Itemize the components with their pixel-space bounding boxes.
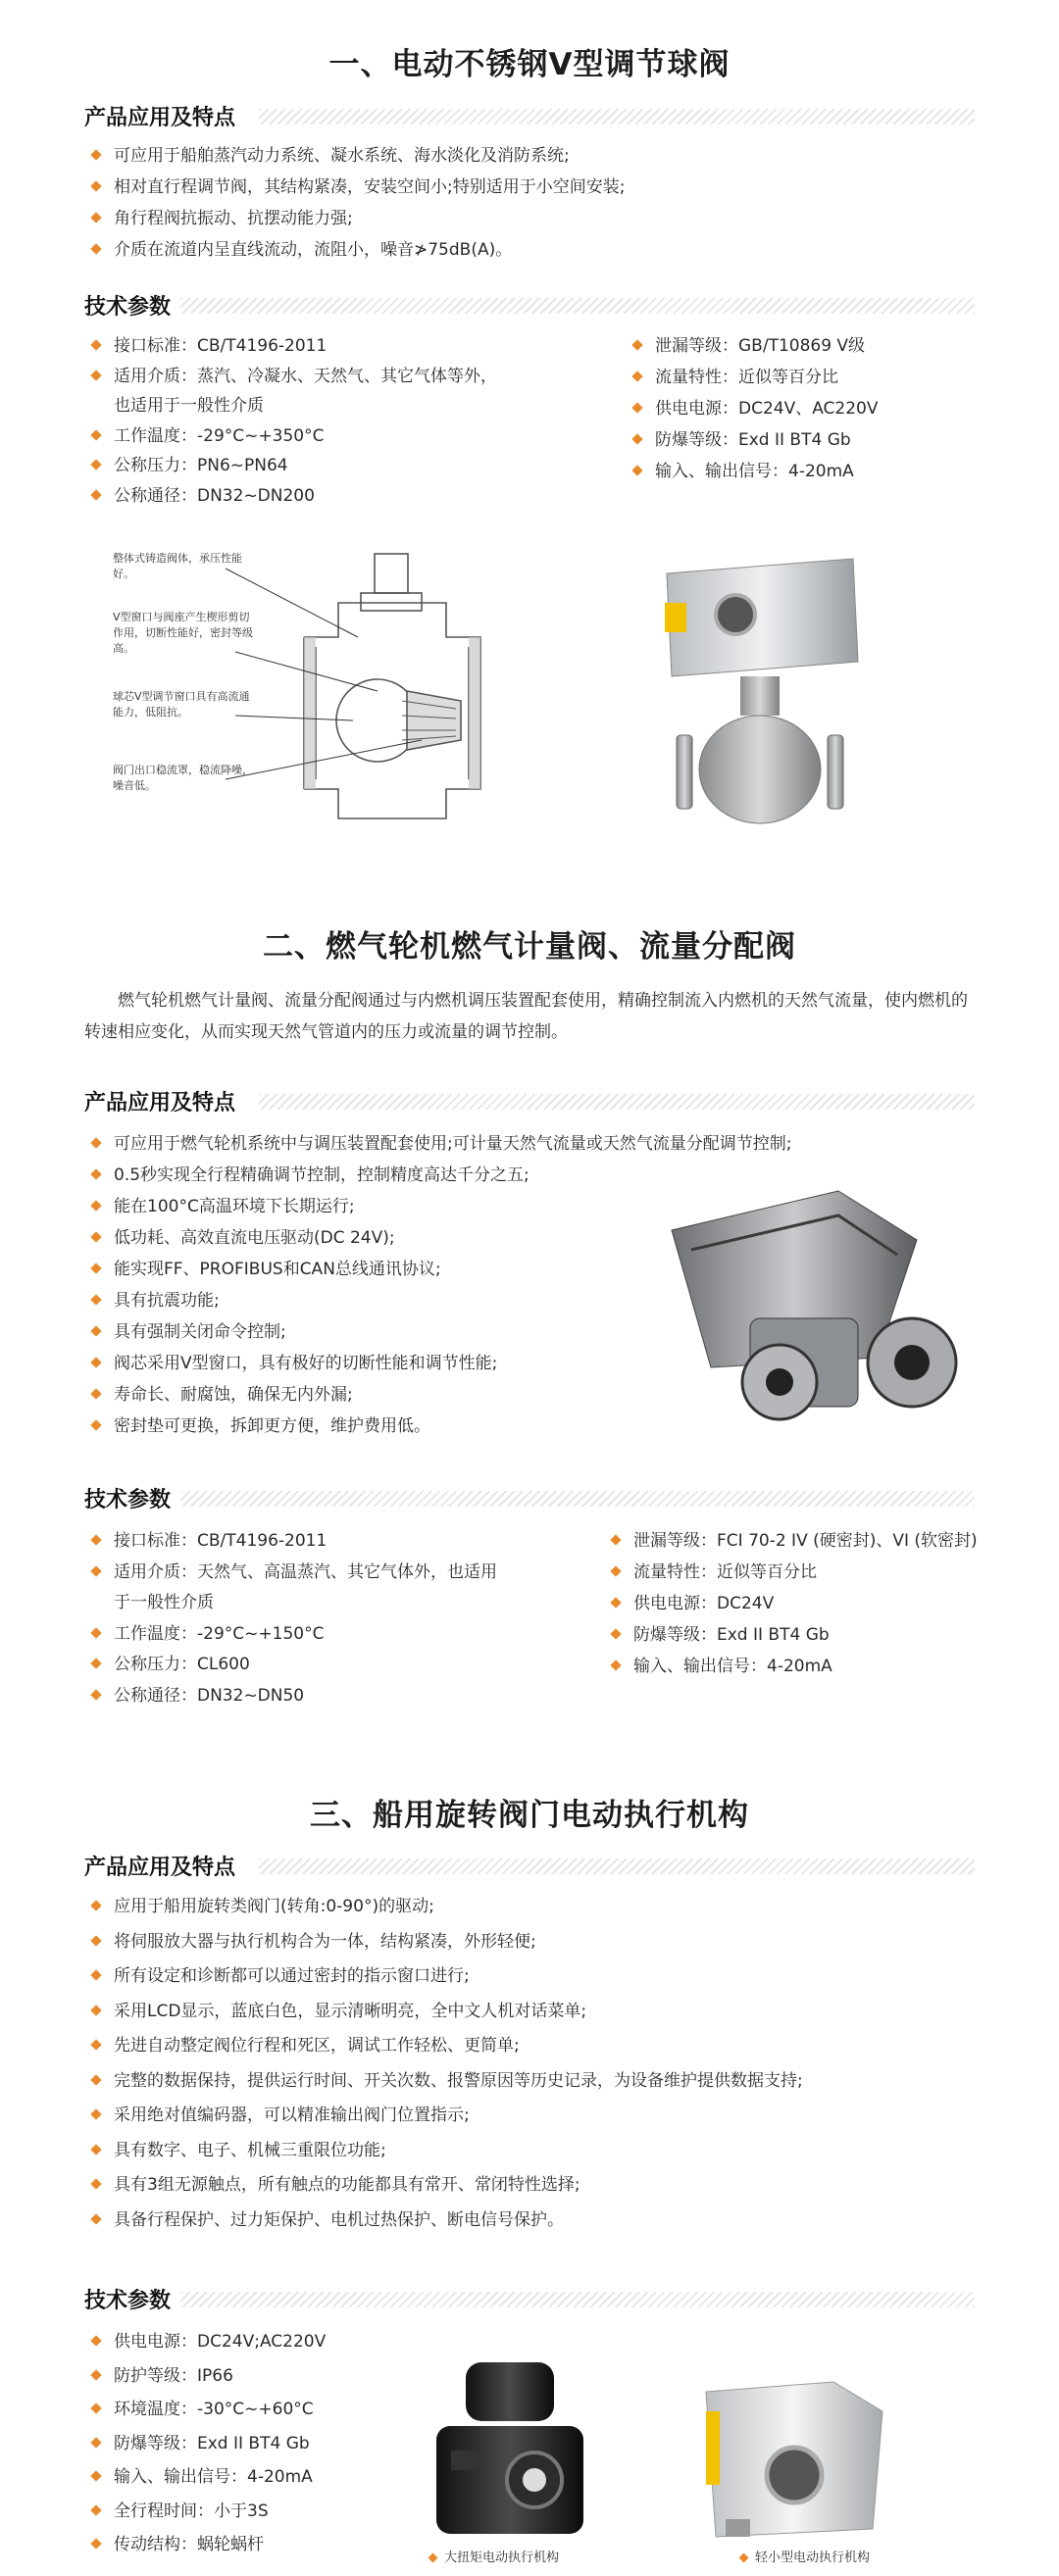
bullet-icon xyxy=(631,465,642,475)
list-item xyxy=(114,1353,497,1374)
bullet-icon xyxy=(90,370,101,380)
list-item xyxy=(114,2174,580,2196)
list-item xyxy=(114,1965,470,1987)
list-item xyxy=(114,2501,269,2522)
caption-bullet xyxy=(739,2553,749,2563)
list-item xyxy=(114,1290,220,1312)
list-item-text: 供电电源：DC24V、AC220V xyxy=(655,399,879,419)
bullet-icon xyxy=(90,459,101,470)
yellow-cover xyxy=(665,603,686,632)
gas-valve-illustration xyxy=(642,1171,976,1436)
s3-features-heading xyxy=(84,1851,975,1882)
bullet-icon xyxy=(90,212,101,223)
bullet-icon xyxy=(610,1628,621,1639)
bullet-icon xyxy=(90,1168,101,1179)
bracket xyxy=(740,676,780,716)
list-item xyxy=(114,1259,441,1280)
list-item-text: 也适用于一般性介质 xyxy=(114,396,264,416)
bullet-icon xyxy=(90,149,101,160)
list-item xyxy=(114,2209,564,2231)
annotation-ball-core: 球芯V型调节窗口具有高流通能力，低阻抗。 xyxy=(113,690,250,718)
list-item xyxy=(114,2070,803,2092)
heading-stripe xyxy=(259,1858,975,1874)
list-item-text: 具备行程保护、过力矩保护、电机过热保护、断电信号保护。 xyxy=(114,2209,564,2230)
list-item xyxy=(114,1931,536,1953)
s1-tech-heading xyxy=(84,290,975,322)
list-item xyxy=(114,2035,520,2056)
bullet-icon xyxy=(90,1534,101,1545)
indicator-window xyxy=(716,595,755,634)
list-item-text: 先进自动整定阀位行程和死区，调试工作轻松、更简单; xyxy=(114,2036,520,2056)
list-item-text: 介质在流道内呈直线流动，流阻小，噪音≯75dB(A)。 xyxy=(114,240,513,260)
list-item xyxy=(114,1321,286,1343)
stem-top xyxy=(375,554,408,593)
heading-label: 技术参数 xyxy=(84,1488,172,1512)
bullet-icon xyxy=(631,402,642,413)
left-flange xyxy=(677,735,692,809)
list-item xyxy=(114,1530,327,1552)
list-item xyxy=(633,1530,978,1552)
bullet-icon xyxy=(90,1325,101,1336)
bullet-icon xyxy=(90,2538,101,2549)
list-item xyxy=(114,395,264,417)
list-item-text: 于一般性介质 xyxy=(114,1593,214,1612)
bullet-icon xyxy=(90,2369,101,2380)
heading-label: 产品应用及特点 xyxy=(84,106,236,130)
list-item-text: 防爆等级：Exd II BT4 Gb xyxy=(655,430,851,450)
list-item xyxy=(114,455,288,476)
list-item xyxy=(114,2433,310,2454)
list-item-text: 供电电源：DC24V xyxy=(633,1594,775,1613)
list-item xyxy=(655,335,865,357)
bracket xyxy=(726,2519,750,2537)
list-item-text: 适用介质：天然气、高温蒸汽、其它气体外，也适用 xyxy=(114,1561,497,1582)
annotation-outlet: 阀门出口稳流罩，稳流降噪，噪音低。 xyxy=(113,764,253,792)
electric-v-ball-valve-photo xyxy=(647,544,882,838)
bullet-icon xyxy=(90,2039,101,2050)
bonnet xyxy=(361,593,422,611)
list-item-text: 泄漏等级：GB/T10869 V级 xyxy=(655,336,866,356)
list-item xyxy=(114,1164,530,1186)
caption-text: 大扭矩电动执行机构 xyxy=(444,2551,560,2565)
list-item-text: 具有3组无源触点，所有触点的功能都具有常开、常闭特性选择; xyxy=(114,2175,580,2195)
flange-bore xyxy=(894,1345,930,1380)
list-item-text: 完整的数据保持，提供运行时间、开关次数、报警原因等历史记录，为设备维护提供数据支持; xyxy=(114,2070,803,2091)
list-item-text: 具有强制关闭命令控制; xyxy=(114,1322,286,1342)
s2-features-heading xyxy=(84,1086,975,1117)
section2-title: 二、燃气轮机燃气计量阀、流量分配阀 xyxy=(263,929,796,965)
bullet-icon xyxy=(90,1294,101,1305)
s2-intro-paragraph: 燃气轮机燃气计量阀、流量分配阀通过与内燃机调压装置配套使用，精确控制流入内燃机的天然气流量，使内燃机的转速相应变化，从而实现天然气管道内的压力或流量的调节控制。 xyxy=(84,991,968,1042)
list-item-text: 具有抗震功能; xyxy=(114,1291,220,1311)
heading-stripe xyxy=(180,298,975,314)
list-item-text: 相对直行程调节阀，其结构紧凑，安装空间小;特别适用于小空间安装; xyxy=(114,177,626,197)
list-item xyxy=(655,429,851,451)
list-item-text: 应用于船用旋转类阀门(转角:0-90°)的驱动; xyxy=(114,1897,434,1916)
bullet-icon xyxy=(90,1357,101,1367)
bullet-icon xyxy=(90,1419,101,1430)
list-item xyxy=(114,1561,497,1583)
list-item xyxy=(114,2466,313,2488)
list-item xyxy=(633,1624,830,1646)
heading-stripe xyxy=(180,2292,975,2307)
list-item xyxy=(114,1896,434,1917)
list-item-text: 适用介质：蒸汽、冷凝水、天然气、其它气体等外， xyxy=(114,366,497,386)
list-item-text: 输入、输出信号：4-20mA xyxy=(633,1657,832,1676)
list-item-text: 接口标准：CB/T4196-2011 xyxy=(114,336,328,356)
list-item-text: 所有设定和诊断都可以通过密封的指示窗口进行; xyxy=(114,1966,470,1986)
list-item xyxy=(114,2365,233,2387)
list-item xyxy=(655,367,838,388)
bullet-icon xyxy=(90,2005,101,2015)
list-item xyxy=(114,1133,791,1155)
list-item-text: 采用LCD显示，蓝底白色，显示清晰明亮，全中文人机对话菜单; xyxy=(114,2001,587,2021)
list-item xyxy=(114,208,353,229)
list-item xyxy=(114,145,570,167)
list-item-text: 工作温度：-29°C~+350°C xyxy=(114,425,325,446)
valve-illustration xyxy=(647,544,882,838)
list-item xyxy=(633,1561,817,1583)
list-item-text: 工作温度：-29°C~+150°C xyxy=(114,1623,325,1644)
list-item xyxy=(655,398,879,420)
s3-tech-heading xyxy=(84,2284,975,2315)
bullet-icon xyxy=(610,1565,621,1576)
bullet-icon xyxy=(90,2335,101,2346)
list-item-text: 公称压力：CL600 xyxy=(114,1655,250,1674)
bullet-icon xyxy=(90,243,101,254)
list-item-text: 防爆等级：Exd II BT4 Gb xyxy=(114,2433,310,2453)
heading-stripe xyxy=(259,1094,975,1110)
caption-compact-actuator xyxy=(740,2547,870,2565)
top-housing xyxy=(466,2362,554,2421)
bullet-icon xyxy=(90,2074,101,2085)
yellow-covers xyxy=(706,2411,720,2485)
bullet-icon xyxy=(90,1627,101,1638)
bullet-icon xyxy=(90,1900,101,1910)
bullet-icon xyxy=(631,433,642,444)
caption-large-actuator xyxy=(429,2547,559,2565)
list-item xyxy=(114,2399,314,2420)
list-item-text: 全行程时间：小于3S xyxy=(114,2501,269,2521)
annotation-body: 整体式铸造阀体，承压性能好。 xyxy=(113,552,242,580)
bullet-icon xyxy=(610,1534,621,1545)
list-item xyxy=(114,2140,386,2161)
bullet-icon xyxy=(90,2504,101,2515)
list-item xyxy=(114,335,327,357)
bullet-icon xyxy=(90,489,101,500)
large-actuator-illustration xyxy=(422,2353,598,2544)
bullet-icon xyxy=(90,2108,101,2119)
bullet-icon xyxy=(90,1200,101,1211)
list-item-text: 可应用于船舶蒸汽动力系统、凝水系统、海水淡化及消防系统; xyxy=(114,146,570,166)
right-flange xyxy=(828,735,843,809)
bullet-icon xyxy=(90,2437,101,2448)
heading-stripe xyxy=(259,109,975,124)
heading-label: 技术参数 xyxy=(84,295,172,320)
list-item xyxy=(114,239,512,261)
caption-bullet xyxy=(429,2553,438,2563)
list-item xyxy=(114,2105,470,2126)
list-item xyxy=(114,1592,214,1613)
list-item xyxy=(114,366,497,387)
bullet-icon xyxy=(610,1660,621,1670)
list-item-text: 低功耗、高效直流电压驱动(DC 24V); xyxy=(114,1228,395,1248)
compact-actuator-illustration xyxy=(677,2372,902,2544)
heading-label: 产品应用及特点 xyxy=(84,1856,236,1880)
list-item xyxy=(114,1384,353,1406)
list-item xyxy=(114,2534,264,2555)
bullet-icon xyxy=(90,1388,101,1399)
list-item-text: 供电电源：DC24V;AC220V xyxy=(114,2332,327,2352)
list-item-text: 能实现FF、PROFIBUS和CAN总线通讯协议; xyxy=(114,1260,441,1279)
list-item-text: 阀芯采用V型窗口，具有极好的切断性能和调节性能; xyxy=(114,1354,498,1373)
caption-text: 轻小型电动执行机构 xyxy=(755,2551,871,2565)
right-flange xyxy=(469,637,480,789)
list-item xyxy=(114,2331,326,2353)
bullet-icon xyxy=(90,1969,101,1980)
section3-title: 三、船用旋转阀门电动执行机构 xyxy=(310,1798,749,1833)
list-item-text: 环境温度：-30°C~+60°C xyxy=(114,2400,314,2419)
annotation-v-window: V型窗口与阀座产生楔形剪切作用，切断性能好，密封等级高。 xyxy=(113,611,253,655)
large-torque-actuator-photo xyxy=(422,2353,598,2544)
list-item xyxy=(114,1623,324,1645)
list-item xyxy=(114,1685,304,1707)
bullet-icon xyxy=(610,1597,621,1608)
list-item-text: 具有数字、电子、机械三重限位功能; xyxy=(114,2140,386,2160)
bullet-icon xyxy=(90,429,101,440)
heading-stripe xyxy=(180,1491,975,1507)
list-item xyxy=(114,1227,395,1249)
list-item-text: 密封垫可更换，拆卸更方便，维护费用低。 xyxy=(114,1416,430,1436)
list-item xyxy=(633,1656,832,1677)
list-item xyxy=(114,1415,430,1437)
bullet-icon xyxy=(90,2213,101,2224)
list-item-text: 传动结构：蜗轮蜗杆 xyxy=(114,2535,264,2554)
gas-metering-valve-photo xyxy=(642,1171,976,1436)
bullet-icon xyxy=(90,2403,101,2413)
list-item-text: 防护等级：IP66 xyxy=(114,2365,233,2386)
list-item xyxy=(114,485,315,507)
list-item xyxy=(114,425,324,447)
bullet-icon xyxy=(90,2178,101,2189)
list-item xyxy=(655,461,854,482)
list-item-text: 寿命长、耐腐蚀，确保无内外漏; xyxy=(114,1385,353,1405)
list-item-text: 角行程阀抗振动、抗摆动能力强; xyxy=(114,209,353,228)
list-item-text: 防爆等级：Exd II BT4 Gb xyxy=(633,1625,830,1645)
list-item-text: 接口标准：CB/T4196-2011 xyxy=(114,1531,328,1551)
list-item xyxy=(114,176,625,198)
actuator-housing xyxy=(667,559,858,676)
section1-title: 一、电动不锈钢V型调节球阀 xyxy=(328,47,731,82)
list-item-text: 0.5秒实现全行程精确调节控制，控制精度高达千分之五; xyxy=(114,1165,530,1185)
compact-actuator-photo xyxy=(677,2372,902,2544)
list-item-text: 可应用于燃气轮机系统中与调压装置配套使用;可计量天然气流量或天然气流量分配调节控制; xyxy=(114,1134,792,1154)
list-item-text: 公称压力：PN6~PN64 xyxy=(114,456,288,475)
list-item-text: 能在100°C高温环境下长期运行; xyxy=(114,1197,355,1216)
bullet-icon xyxy=(90,180,101,191)
heading-label: 产品应用及特点 xyxy=(84,1091,236,1115)
s2-tech-heading xyxy=(84,1483,975,1514)
list-item-text: 采用绝对值编码器，可以精准输出阀门位置指示; xyxy=(114,2105,470,2125)
valve-body xyxy=(699,716,821,823)
bullet-icon xyxy=(90,2144,101,2155)
list-item-text: 公称通径：DN32~DN200 xyxy=(114,485,315,506)
list-item-text: 公称通径：DN32~DN50 xyxy=(114,1685,305,1706)
bullet-icon xyxy=(631,339,642,350)
list-item-text: 输入、输出信号：4-20mA xyxy=(655,462,854,481)
bullet-icon xyxy=(631,371,642,381)
list-item xyxy=(114,2001,586,2022)
list-item-text: 输入、输出信号：4-20mA xyxy=(114,2467,313,2487)
list-item-text: 将伺服放大器与执行机构合为一体，结构紧凑，外形轻便; xyxy=(114,1931,536,1952)
side-port xyxy=(451,2451,480,2470)
bullet-icon xyxy=(90,1935,101,1946)
bullet-icon xyxy=(90,1137,101,1148)
bullet-icon xyxy=(90,2470,101,2481)
s1-features-heading xyxy=(84,101,975,132)
bullet-icon xyxy=(90,1565,101,1576)
list-item xyxy=(114,1654,250,1675)
bullet-icon xyxy=(90,1658,101,1668)
list-item-text: 泄漏等级：FCI 70-2 IV (硬密封)、VI (软密封) xyxy=(633,1531,978,1551)
bullet-icon xyxy=(90,1231,101,1242)
list-item xyxy=(633,1593,774,1614)
heading-label: 技术参数 xyxy=(84,2289,172,2313)
indicator-window xyxy=(767,2448,822,2502)
list-item-text: 流量特性：近似等百分比 xyxy=(633,1562,817,1582)
left-flange xyxy=(304,637,316,789)
display-center xyxy=(523,2468,546,2492)
list-item-text: 流量特性：近似等百分比 xyxy=(655,368,838,387)
list-item xyxy=(114,1196,355,1217)
bullet-icon xyxy=(90,339,101,350)
bullet-icon xyxy=(90,1689,101,1700)
flange-bore xyxy=(766,1368,793,1396)
bullet-icon xyxy=(90,1263,101,1273)
